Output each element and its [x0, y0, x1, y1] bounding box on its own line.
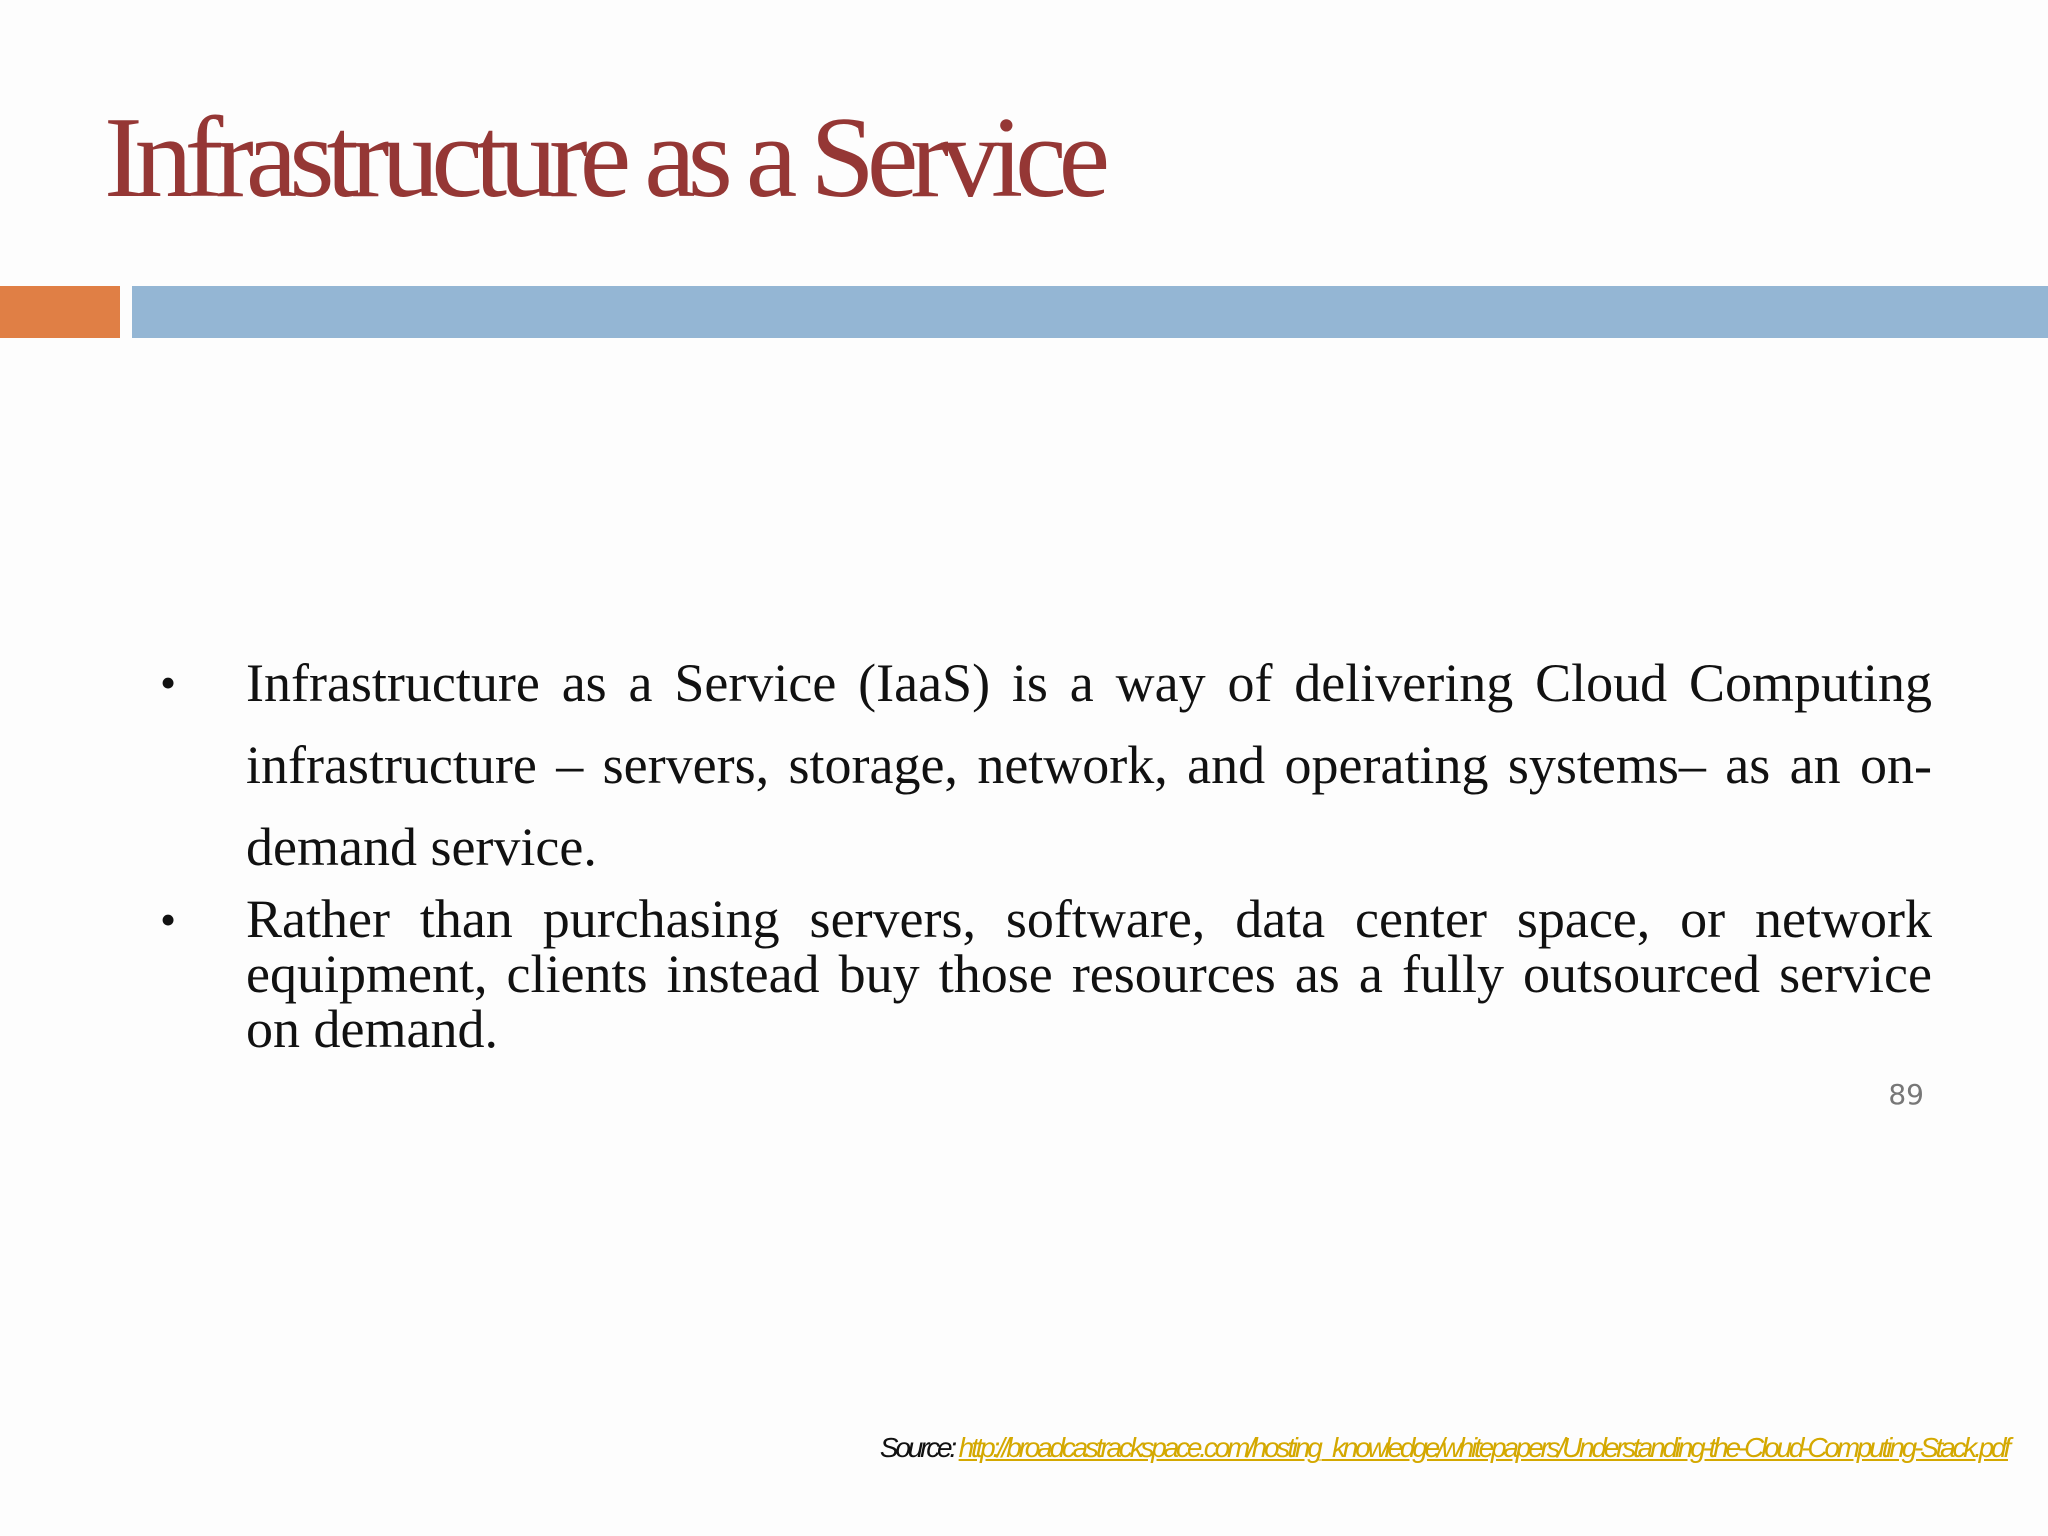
page-number: 89: [1888, 1078, 1924, 1111]
slide-title: Infrastructure as a Service: [104, 94, 1103, 222]
bullet-item: [160, 889, 1932, 1059]
bullet-marker-icon: •: [160, 657, 177, 708]
bullet-item: [160, 642, 1932, 888]
bullet-marker-icon: •: [160, 894, 177, 945]
bullet-text: Infrastructure as a Service (IaaS) is a way of delivering Cloud Computing infrastructure – servers, storage, network, and operating systems– as an on-demand service.: [246, 653, 1932, 877]
bullet-text: Rather than purchasing servers, software, data center space, or network equipment, clients instead buy those resources as a fully outsourced service on demand.: [246, 889, 1932, 1059]
source-citation: [880, 1432, 2008, 1464]
source-link[interactable]: http://broadcastrackspace.com/hosting_knowledge/whitepapers/Understanding-the-Cloud-Computing-Stack.pdf: [958, 1432, 2008, 1463]
source-label: Source:: [879, 1432, 955, 1463]
accent-bar-orange: [0, 286, 120, 338]
accent-bar-blue: [132, 286, 2048, 338]
bullet-list: [160, 642, 1932, 1057]
